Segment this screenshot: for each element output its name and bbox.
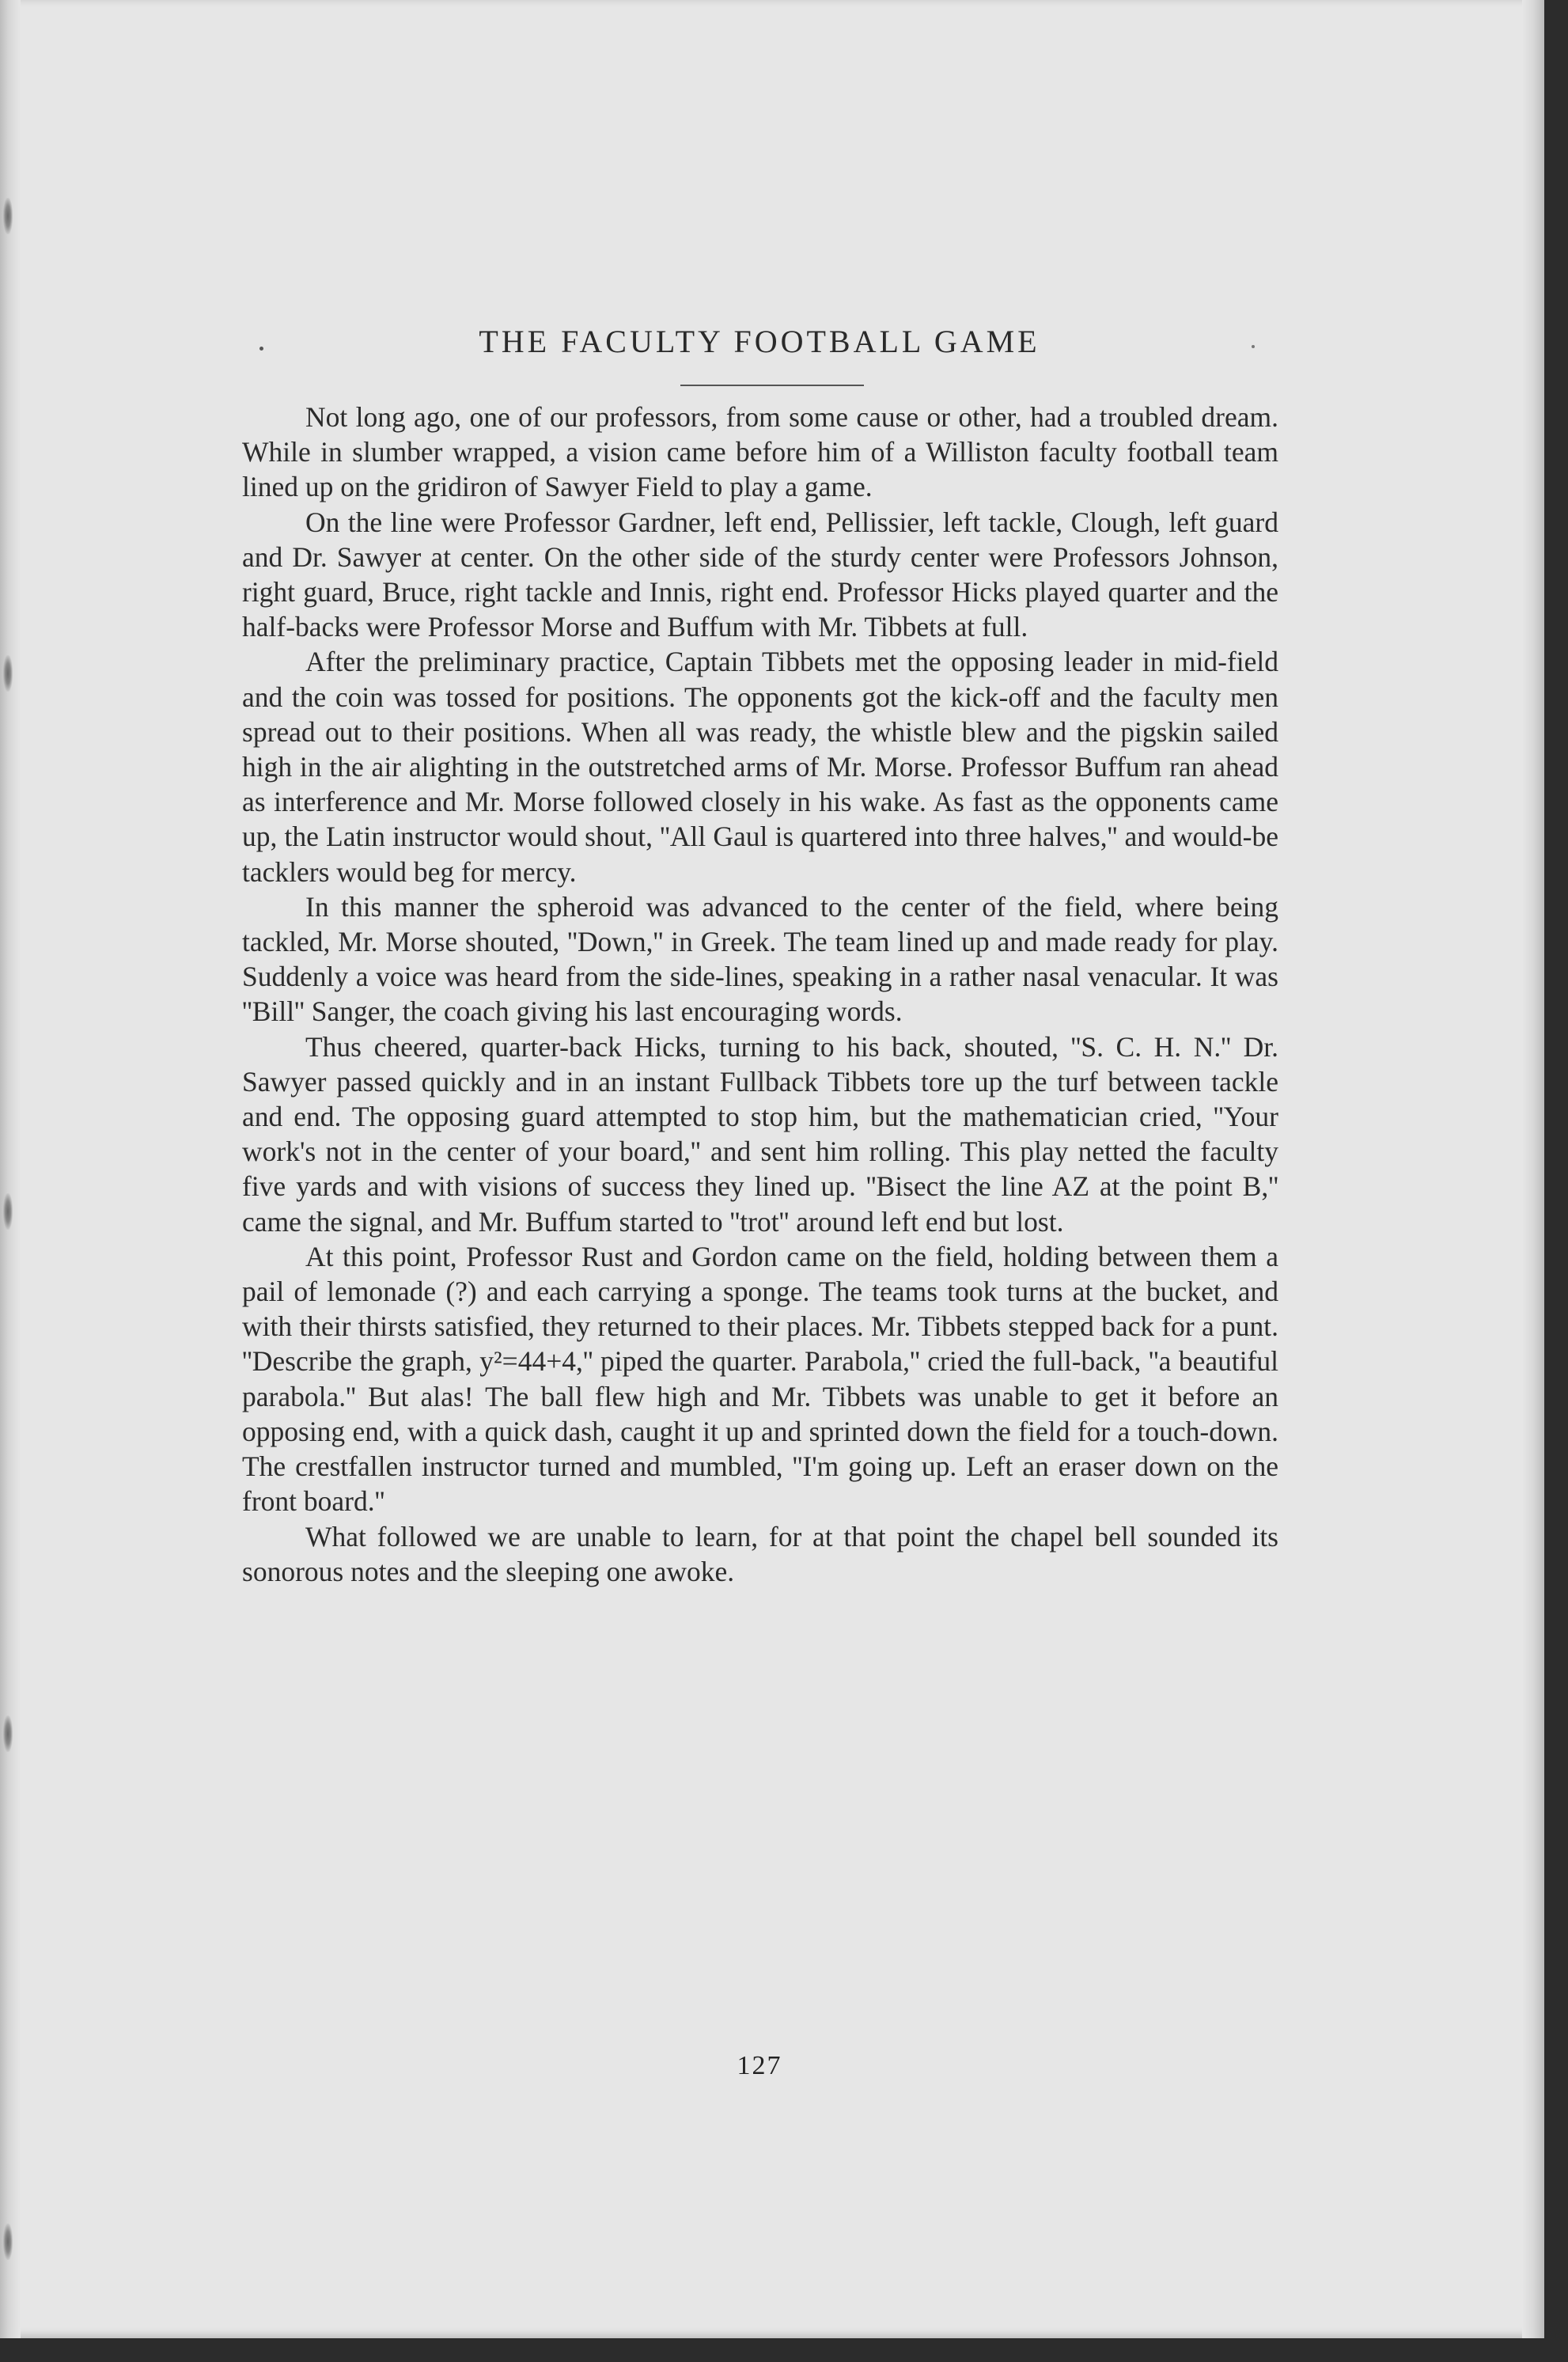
ink-speck <box>1252 345 1255 348</box>
paragraph: Thus cheered, quarter-back Hicks, turning to his back, shouted, ''S. C. H. N.'' Dr. Sawyer passed quickly and in an instant Fullback Tibbets tore up the turf between tackle and end. The opposing guard attempted to stop him, but the mathematician cried, ''Your work's not in the center of your board,'' and sent him rolling. This play netted the faculty five yards and with visions of success they lined up. ''Bisect the line AZ at the point B,'' came the signal, and Mr. Buffum started to ''trot'' around left end but lost. <box>242 1030 1278 1238</box>
paragraph: At this point, Professor Rust and Gordon came on the field, holding between them a pail of lemonade (?) and each carrying a sponge. The teams took turns at the bucket, and with their thirsts satisfied, they returned to their places. Mr. Tibbets stepped back for a punt. ''Describe the graph, y²=44+4,'' piped the quarter. Parabola,'' cried the full-back, ''a beautiful parabola.'' But alas! The ball flew high and Mr. Tibbets was unable to get it before an opposing end, with a quick dash, caught it up and sprinted down the field for a touch-down. The crestfallen instructor turned and mumbled, ''I'm going up. Left an eraser down on the front board.'' <box>242 1240 1278 1518</box>
binding-stitch <box>3 198 13 234</box>
paragraph: On the line were Professor Gardner, left end, Pellissier, left tackle, Clough, left guard and Dr. Sawyer at center. On the other side of the sturdy center were Professors Johnson, right guard, Bruce, right tackle and Innis, right end. Professor Hicks played quarter and the half-backs were Professor Morse and Buffum with Mr. Tibbets at full. <box>242 506 1278 643</box>
binding-stitch <box>3 655 13 692</box>
page-number: 127 <box>737 2051 782 2080</box>
paragraph: What followed we are unable to learn, for at that point the chapel bell sounded its sonorous notes and the sleeping one awoke. <box>242 1520 1278 1587</box>
book-spine <box>0 0 21 2338</box>
article-body <box>242 400 1278 1589</box>
paragraph: In this manner the spheroid was advanced to the center of the field, where being tackled, Mr. Morse shouted, ''Down,'' in Greek. The team lined up and made ready for play. Suddenly a voice was heard from the side-lines, speaking in a rather nasal venacular. It was ''Bill'' Sanger, the coach giving his last encouraging words. <box>242 890 1278 1028</box>
title-rule <box>680 385 864 386</box>
binding-stitch <box>3 1716 13 1752</box>
paragraph: After the preliminary practice, Captain Tibbets met the opposing leader in mid-field and the coin was tossed for positions. The opponents got the kick-off and the faculty men spread out to their positions. When all was ready, the whistle blew and the pigskin sailed high in the air alighting in the outstretched arms of Mr. Morse. Professor Buffum ran ahead as interference and Mr. Morse followed closely in his wake. As fast as the opponents came up, the Latin instructor would shout, ''All Gaul is quartered into three halves,'' and would-be tacklers would beg for mercy. <box>242 646 1278 888</box>
article-title: THE FACULTY FOOTBALL GAME <box>479 324 1040 359</box>
page-edge-shadow <box>1522 0 1544 2338</box>
binding-stitch <box>3 2224 13 2260</box>
paragraph: Not long ago, one of our professors, from some cause or other, had a troubled dream. While in slumber wrapped, a vision came before him of a Williston faculty football team lined up on the gridiron of Sawyer Field to play a game. <box>242 401 1278 503</box>
binding-stitch <box>3 1193 13 1230</box>
